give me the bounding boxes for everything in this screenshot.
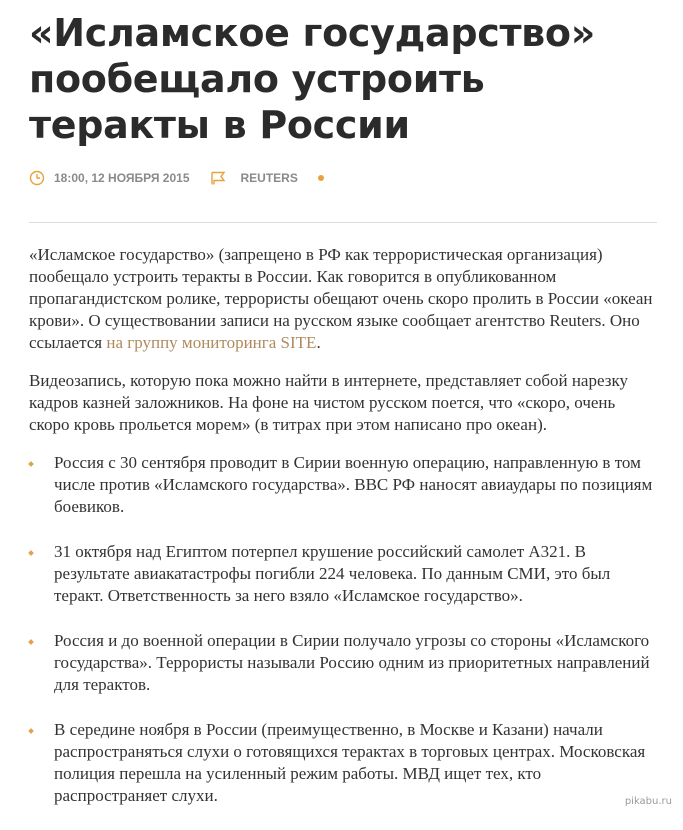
paragraph-text-end: . [316,333,321,352]
paragraph-text: «Исламское государство» (запрещено в РФ как террористическая организация) пообещало устроить теракты в России. Как говорится в опубликованном пропагандистском ролике, террористы обещают очень скоро пролить в России «океан крови». О существовании записи на русском языке сообщает агентство Reuters. Оно ссылается [29,245,653,352]
diamond-bullet-icon [28,639,34,645]
flag-icon [210,170,226,186]
facts-list [29,452,657,807]
source-link[interactable]: REUTERS [240,171,298,185]
paragraph [29,370,657,436]
divider [29,222,657,223]
diamond-bullet-icon [28,728,34,734]
article-headline: «Исламское государство» пообещало устроить теракты в России [29,11,595,147]
list-item-text: Россия с 30 сентября проводит в Сирии военную операцию, направленную в том числе против «Исламского государства». ВВС РФ наносят авиаудары по позициям боевиков. [54,453,653,516]
paragraph-text: Видеозапись, которую пока можно найти в интернете, представляет собой нарезку кадров казней заложников. На фоне на чистом русском поется, что «скоро, очень скоро кровь прольется морем» (в титрах при этом написано про океан). [29,371,628,434]
diamond-bullet-icon [28,550,34,556]
list-item [29,541,657,607]
list-item [29,719,657,807]
accent-dot [318,175,324,181]
clock-icon [29,170,45,186]
list-item [29,452,657,518]
list-item [29,630,657,696]
site-group-link[interactable]: на группу мониторинга SITE [106,333,317,352]
diamond-bullet-icon [28,461,34,467]
article-body [29,244,657,830]
watermark: pikabu.ru [622,795,675,808]
paragraph [29,244,657,354]
publish-datetime: 18:00, 12 НОЯБРЯ 2015 [54,171,190,185]
list-item-text: В середине ноября в России (преимущественно, в Москве и Казани) начали распространяться слухи о готовящихся терактах в торговых центрах. Московская полиция перешла на усиленный режим работы. МВД ищет тех, кто распространяет слухи. [54,720,646,805]
article-meta [29,166,657,190]
list-item-text: 31 октября над Египтом потерпел крушение российский самолет А321. В результате авиакатастрофы погибли 224 человека. По данным СМИ, это был теракт. Ответственность за него взяло «Исламское государство». [54,542,611,605]
list-item-text: Россия и до военной операции в Сирии получало угрозы со стороны «Исламского государства». Террористы называли Россию одним из приоритетных направлений для терактов. [54,631,650,694]
